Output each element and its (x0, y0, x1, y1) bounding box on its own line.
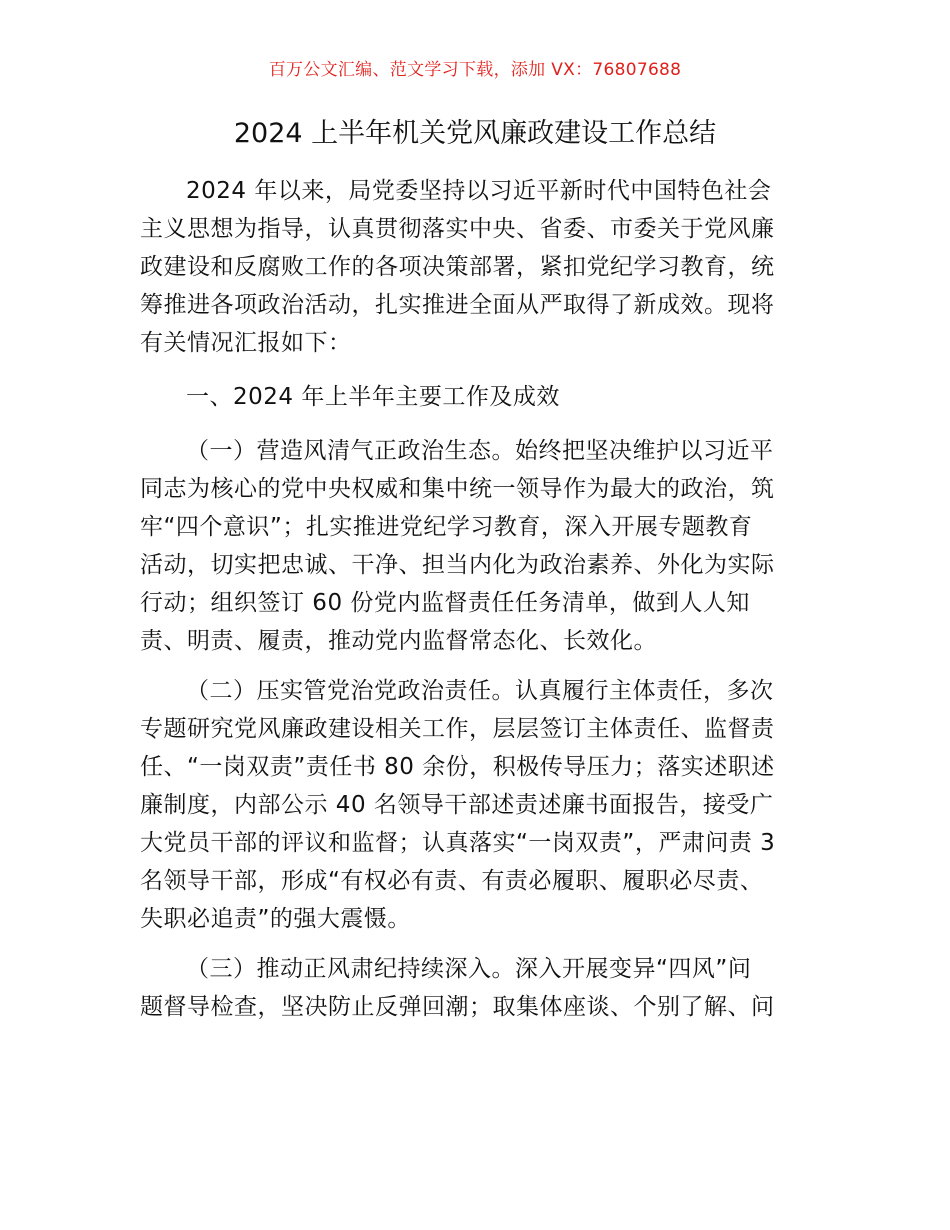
paragraph-line: 行动；组织签订 60 份党内监督责任任务清单，做到人人知 (140, 590, 750, 616)
paragraph-line: 主义思想为指导，认真贯彻落实中央、省委、市委关于党风廉 (140, 216, 775, 242)
paragraph-line: （三）推动正风肃纪持续深入。深入开展变异“四风”问 (186, 956, 752, 982)
paragraph-line: 责、明责、履责，推动党内监督常态化、长效化。 (140, 628, 657, 654)
paragraph-line: 有关情况汇报如下： (140, 330, 352, 356)
intro-paragraph (140, 172, 810, 362)
paragraph-line: 活动，切实把忠诚、干净、担当内化为政治素养、外化为实际 (140, 552, 775, 578)
paragraph-line: 失职必追责”的强大震慑。 (140, 906, 411, 932)
item-paragraph-2 (140, 672, 810, 938)
document-title: 2024 上半年机关党风廉政建设工作总结 (233, 118, 717, 149)
paragraph-line: 2024 年以来，局党委坚持以习近平新时代中国特色社会 (186, 178, 772, 204)
paragraph-line: 专题研究党风廉政建设相关工作，层层签订主体责任、监督责 (140, 716, 775, 742)
item-paragraph-1 (140, 432, 810, 660)
paragraph-line: 同志为核心的党中央权威和集中统一领导作为最大的政治，筑 (140, 476, 775, 502)
item-paragraph-3 (140, 950, 810, 1026)
document-body (140, 172, 810, 1026)
paragraph-line: （二）压实管党治党政治责任。认真履行主体责任，多次 (186, 678, 774, 704)
paragraph-line: 政建设和反腐败工作的各项决策部署，紧扣党纪学习教育，统 (140, 254, 775, 280)
paragraph-line: 名领导干部，形成“有权必有责、有责必履职、履职必尽责、 (140, 868, 764, 894)
paragraph-line: 牢“四个意识”；扎实推进党纪学习教育，深入开展专题教育 (140, 514, 753, 540)
paragraph-line: 廉制度，内部公示 40 名领导干部述责述廉书面报告，接受广 (140, 792, 774, 818)
section-heading-text: 一、2024 年上半年主要工作及成效 (186, 384, 560, 410)
paragraph-line: 题督导检查，坚决防止反弹回潮；取集体座谈、个别了解、问 (140, 994, 775, 1020)
watermark-banner: 百万公文汇编、范文学习下载，添加 VX：76807688 (268, 60, 682, 80)
paragraph-line: （一）营造风清气正政治生态。始终把坚决维护以习近平 (186, 438, 774, 464)
paragraph-line: 大党员干部的评议和监督；认真落实“一岗双责”，严肃问责 3 (140, 830, 776, 856)
section-heading (140, 378, 810, 416)
paragraph-line: 任、“一岗双责”责任书 80 余份，积极传导压力；落实述职述 (140, 754, 775, 780)
paragraph-line: 筹推进各项政治活动，扎实推进全面从严取得了新成效。现将 (140, 292, 775, 318)
